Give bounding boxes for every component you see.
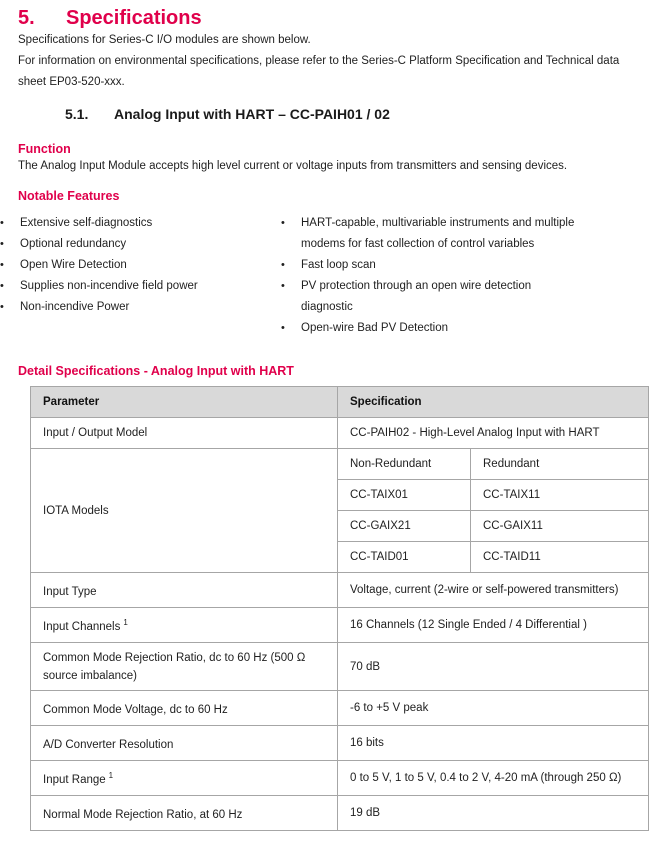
section-title-text: Analog Input with HART – CC-PAIH01 / 02	[114, 106, 390, 122]
bullet-icon: •	[0, 301, 4, 313]
table-cell-model: CC-GAIX21	[338, 511, 471, 542]
list-item	[281, 255, 581, 276]
parameter-label: Input Range	[43, 773, 106, 786]
list-item	[0, 234, 281, 255]
list-item	[281, 318, 581, 339]
table-cell-model: CC-TAIX01	[338, 480, 471, 511]
footnote-marker: 1	[123, 617, 128, 627]
table-cell-subheader: Redundant	[471, 449, 649, 480]
intro-paragraph: Specifications for Series-C I/O modules are shown below.	[18, 34, 311, 46]
table-cell-specification: CC-PAIH02 - High-Level Analog Input with HART	[338, 418, 649, 449]
section-number: 5.1.	[65, 106, 89, 122]
list-item	[0, 213, 281, 234]
parameter-label: Common Mode Rejection Ratio, dc to 60 Hz (500 Ω source imbalance)	[43, 651, 306, 682]
table-row	[31, 795, 649, 830]
parameter-label: Normal Mode Rejection Ratio, at 60 Hz	[43, 808, 243, 821]
spec-table	[30, 386, 649, 831]
table-cell-specification: 0 to 5 V, 1 to 5 V, 0.4 to 2 V, 4-20 mA (through 250 Ω)	[338, 761, 649, 796]
features-list	[0, 213, 670, 339]
feature-text: Optional redundancy	[20, 238, 127, 250]
feature-text: Open Wire Detection	[20, 259, 127, 271]
bullet-icon: •	[0, 238, 4, 250]
bullet-icon: •	[281, 322, 285, 334]
list-item	[0, 255, 281, 276]
environmental-note-paragraph: For information on environmental specifications, please refer to the Series-C Platform Specification and Technical data sheet EP03-520-xxx.	[18, 55, 620, 88]
table-cell-specification: Voltage, current (2-wire or self-powered transmitters)	[338, 573, 649, 608]
feature-text: PV protection through an open wire detection diagnostic	[301, 280, 532, 313]
table-cell-parameter	[31, 761, 338, 796]
table-cell-parameter	[31, 726, 338, 761]
table-row	[31, 642, 649, 691]
list-item	[281, 276, 581, 318]
table-cell-parameter	[31, 642, 338, 691]
bullet-icon: •	[281, 217, 285, 229]
list-item	[0, 297, 281, 318]
bullet-icon: •	[281, 259, 285, 271]
detail-specifications-heading: Detail Specifications - Analog Input with HART	[18, 364, 294, 378]
feature-text: Fast loop scan	[301, 259, 376, 271]
bullet-icon: •	[0, 217, 4, 229]
function-paragraph: The Analog Input Module accepts high level current or voltage inputs from transmitters and sensing devices.	[18, 160, 568, 172]
bullet-icon: •	[0, 280, 4, 292]
page-title-text: Specifications	[66, 7, 202, 29]
table-header-specification: Specification	[338, 387, 649, 418]
table-cell-parameter	[31, 795, 338, 830]
table-cell-parameter: IOTA Models	[31, 449, 338, 573]
page-title-number: 5.	[18, 7, 35, 29]
table-row	[31, 418, 649, 449]
bullet-icon: •	[281, 280, 285, 292]
bullet-icon: •	[0, 259, 4, 271]
table-cell-parameter	[31, 691, 338, 726]
section-title	[65, 106, 670, 122]
footnote-marker: 1	[108, 771, 114, 781]
parameter-label: Common Mode Voltage, dc to 60 Hz	[43, 704, 228, 717]
table-cell-specification: 16 Channels (12 Single Ended / 4 Differential )	[338, 607, 649, 642]
parameter-label: Input Type	[43, 585, 97, 598]
table-cell-model: CC-GAIX11	[471, 511, 649, 542]
table-row	[31, 607, 649, 642]
table-cell-specification: 70 dB	[338, 642, 649, 691]
table-header-parameter: Parameter	[31, 387, 338, 418]
list-item	[281, 213, 581, 255]
table-cell-model: CC-TAID01	[338, 542, 471, 573]
features-column-left	[0, 213, 281, 339]
table-cell-model: CC-TAIX11	[471, 480, 649, 511]
feature-text: Supplies non-incendive field power	[20, 280, 198, 292]
feature-text: Extensive self-diagnostics	[20, 217, 153, 229]
function-heading: Function	[18, 142, 71, 156]
table-cell-parameter	[31, 573, 338, 608]
table-cell-specification: 19 dB	[338, 795, 649, 830]
table-cell-parameter: Input / Output Model	[31, 418, 338, 449]
table-cell-model: CC-TAID11	[471, 542, 649, 573]
table-cell-specification: -6 to +5 V peak	[338, 691, 649, 726]
table-row	[31, 449, 649, 480]
feature-text: HART-capable, multivariable instruments and multiple modems for fast collection of control variables	[301, 217, 575, 250]
table-row	[31, 726, 649, 761]
table-row	[31, 761, 649, 796]
document-page	[0, 7, 670, 831]
notable-features-heading: Notable Features	[18, 189, 120, 203]
table-row	[31, 691, 649, 726]
list-item	[0, 276, 281, 297]
table-cell-parameter	[31, 607, 338, 642]
table-cell-specification: 16 bits	[338, 726, 649, 761]
table-row	[31, 573, 649, 608]
parameter-label: A/D Converter Resolution	[43, 739, 174, 752]
table-header-row	[31, 387, 649, 418]
feature-text: Non-incendive Power	[20, 301, 130, 313]
feature-text: Open-wire Bad PV Detection	[301, 322, 449, 334]
table-cell-subheader: Non-Redundant	[338, 449, 471, 480]
features-column-right	[281, 213, 581, 339]
page-title	[18, 7, 670, 30]
parameter-label: Input Channels	[43, 620, 121, 633]
